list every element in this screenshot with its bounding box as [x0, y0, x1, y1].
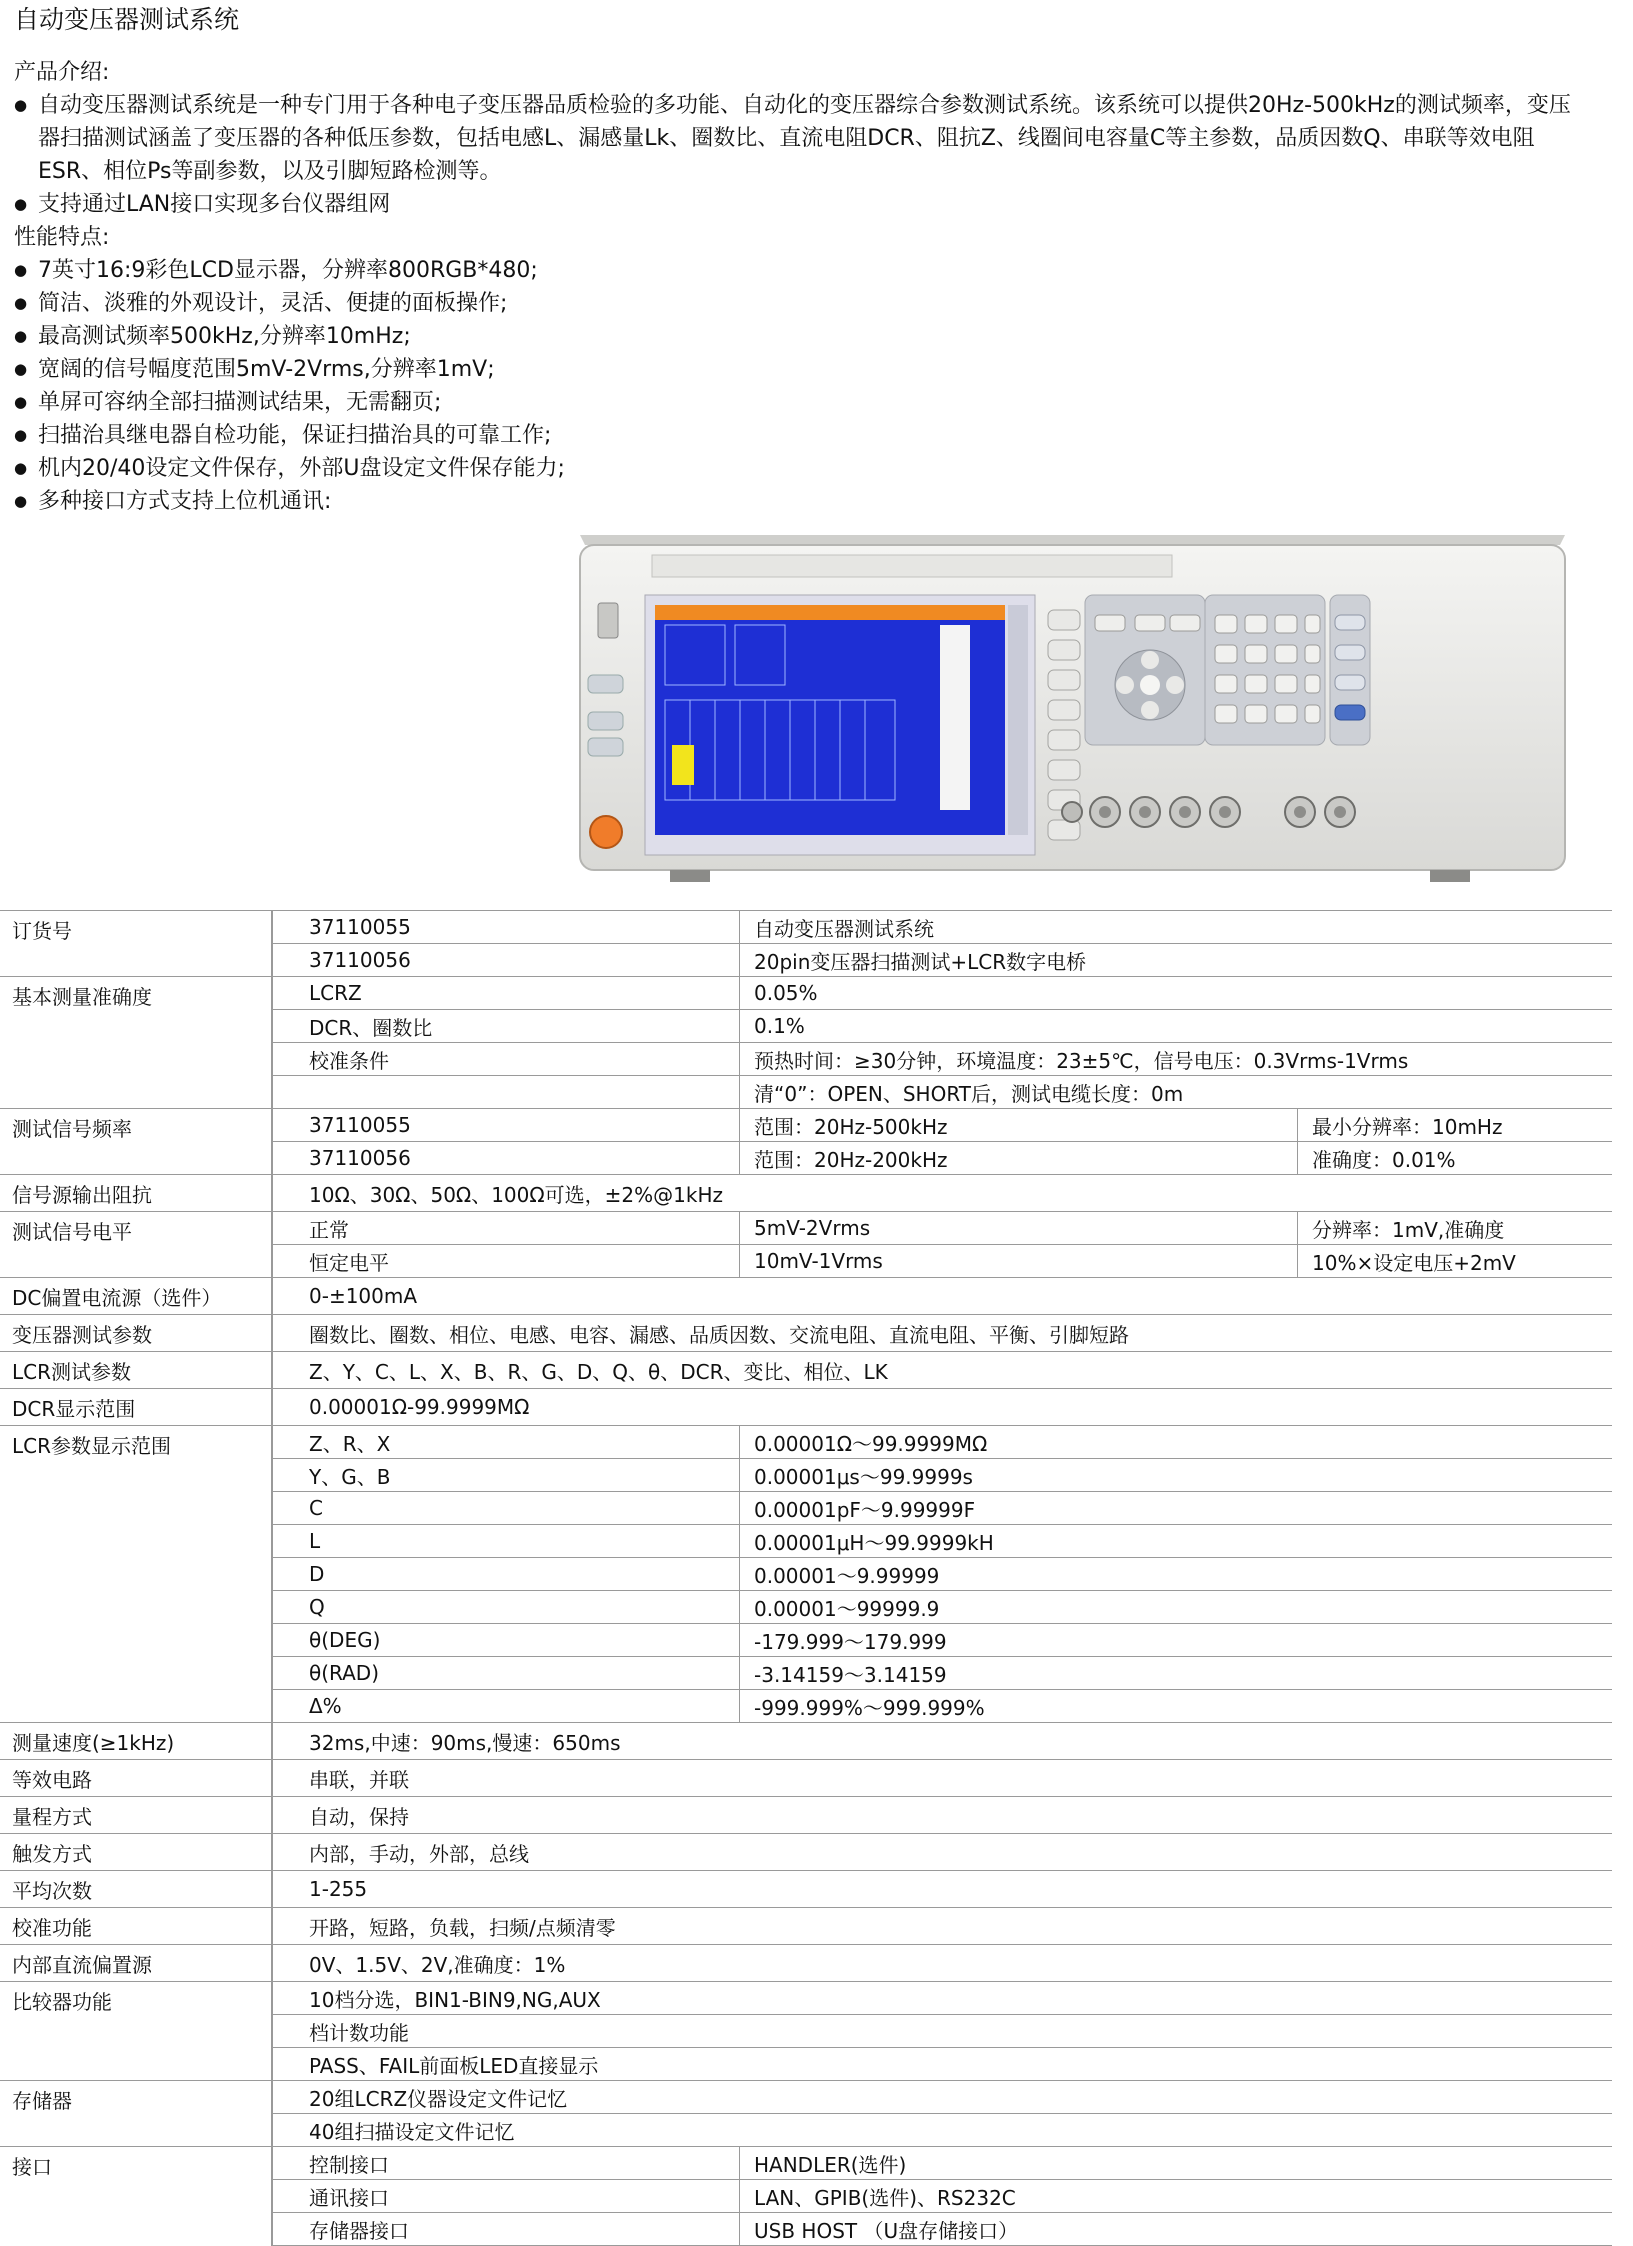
- spec-group-label: 存储器: [0, 2081, 272, 2147]
- spec-row: [0, 1797, 1612, 1834]
- feature-bullet: ● 机内20/40设定文件保存，外部U盘设定文件保存能力;: [14, 452, 1594, 485]
- spec-table-body: [0, 911, 1612, 2246]
- spec-group-label: 接口: [0, 2147, 272, 2246]
- spec-row: [0, 1278, 1612, 1315]
- spec-value: 内部，手动，外部，总线: [272, 1834, 1612, 1871]
- spec-group-label: DC偏置电流源（选件）: [0, 1278, 272, 1315]
- product-bullet: ● 支持通过LAN接口实现多台仪器组网: [14, 188, 1594, 221]
- spec-group-label: 变压器测试参数: [0, 1315, 272, 1352]
- spec-note: 10%×设定电压+2mV: [1298, 1245, 1613, 1278]
- spec-value: 范围：20Hz-200kHz: [740, 1142, 1298, 1175]
- spec-value: 10mV-1Vrms: [740, 1245, 1298, 1278]
- feature-bullet: ● 宽阔的信号幅度范围5mV-2Vrms,分辨率1mV;: [14, 353, 1594, 386]
- spec-row: [0, 1871, 1612, 1908]
- spec-value: 20pin变压器扫描测试+LCR数字电桥: [740, 944, 1613, 977]
- spec-note: 最小分辨率：10mHz: [1298, 1109, 1613, 1142]
- spec-row: [0, 1760, 1612, 1797]
- spec-value: 0.00001pF～9.99999F: [740, 1492, 1613, 1525]
- spec-row: [0, 2081, 1612, 2114]
- feature-bullet: ● 单屏可容纳全部扫描测试结果，无需翻页;: [14, 386, 1594, 419]
- spec-group-label: DCR显示范围: [0, 1389, 272, 1426]
- spec-item: 正常: [272, 1212, 740, 1245]
- spec-value: 0.1%: [740, 1010, 1613, 1043]
- spec-value: 0.00001Ω～99.9999MΩ: [740, 1426, 1613, 1459]
- spec-item: [272, 1076, 740, 1109]
- spec-item: D: [272, 1558, 740, 1591]
- spec-item: 37110055: [272, 911, 740, 944]
- spec-value: 范围：20Hz-500kHz: [740, 1109, 1298, 1142]
- feature-bullet: ● 7英寸16:9彩色LCD显示器，分辨率800RGB*480;: [14, 254, 1594, 287]
- spec-item: L: [272, 1525, 740, 1558]
- spec-value: 0.00001μH～99.9999kH: [740, 1525, 1613, 1558]
- spec-item: Δ%: [272, 1690, 740, 1723]
- spec-value: 10档分选，BIN1-BIN9,NG,AUX: [272, 1982, 1612, 2015]
- spec-value: -999.999%～999.999%: [740, 1690, 1613, 1723]
- spec-row: [0, 1982, 1612, 2015]
- spec-group-label: 测试信号电平: [0, 1212, 272, 1278]
- spec-value: 0-±100mA: [272, 1278, 1612, 1315]
- page-title: 自动变压器测试系统: [14, 5, 240, 34]
- spec-value: LAN、GPIB(选件)、RS232C: [740, 2180, 1613, 2213]
- spec-item: DCR、圈数比: [272, 1010, 740, 1043]
- spec-item: θ(RAD): [272, 1657, 740, 1690]
- spec-value: 自动变压器测试系统: [740, 911, 1613, 944]
- feature-bullet: ● 多种接口方式支持上位机通讯:: [14, 485, 1594, 518]
- spec-value: 自动，保持: [272, 1797, 1612, 1834]
- spec-item: θ(DEG): [272, 1624, 740, 1657]
- spec-item: 恒定电平: [272, 1245, 740, 1278]
- spec-row: [0, 1315, 1612, 1352]
- spec-group-label: 校准功能: [0, 1908, 272, 1945]
- spec-item: LCRZ: [272, 977, 740, 1010]
- spec-item: C: [272, 1492, 740, 1525]
- spec-value: 5mV-2Vrms: [740, 1212, 1298, 1245]
- spec-group-label: 内部直流偏置源: [0, 1945, 272, 1982]
- spec-value: 20组LCRZ仪器设定文件记忆: [272, 2081, 1612, 2114]
- spec-value: -3.14159～3.14159: [740, 1657, 1613, 1690]
- spec-row: [0, 1175, 1612, 1212]
- spec-value: 32ms,中速：90ms,慢速：650ms: [272, 1723, 1612, 1760]
- spec-value: USB HOST （U盘存储接口）: [740, 2213, 1613, 2246]
- features-heading: 性能特点:: [14, 225, 110, 250]
- spec-item: Z、R、X: [272, 1426, 740, 1459]
- spec-row: [0, 1212, 1612, 1245]
- spec-item: 37110056: [272, 944, 740, 977]
- spec-note: 分辨率：1mV,准确度: [1298, 1212, 1613, 1245]
- spec-row: [0, 1945, 1612, 1982]
- spec-row: [0, 1352, 1612, 1389]
- spec-row: [0, 1908, 1612, 1945]
- spec-group-label: 测量速度(≥1kHz): [0, 1723, 272, 1760]
- spec-value: 0.00001～9.99999: [740, 1558, 1613, 1591]
- spec-value: 预热时间：≥30分钟，环境温度：23±5℃，信号电压：0.3Vrms-1Vrms: [740, 1043, 1613, 1076]
- spec-group-label: 比较器功能: [0, 1982, 272, 2081]
- spec-group-label: 平均次数: [0, 1871, 272, 1908]
- spec-item: 存储器接口: [272, 2213, 740, 2246]
- spec-row: [0, 1389, 1612, 1426]
- spec-group-label: LCR测试参数: [0, 1352, 272, 1389]
- spec-value: 0.00001Ω-99.9999MΩ: [272, 1389, 1612, 1426]
- spec-table: [0, 910, 1612, 2246]
- spec-group-label: 基本测量准确度: [0, 977, 272, 1109]
- spec-value: 0.00001～99999.9: [740, 1591, 1613, 1624]
- feature-bullet: ● 简洁、淡雅的外观设计，灵活、便捷的面板操作;: [14, 287, 1594, 320]
- foot: [670, 870, 710, 882]
- product-bullet: ● 自动变压器测试系统是一种专门用于各种电子变压器品质检验的多功能、自动化的变压器综合参数测试系统。该系统可以提供20Hz-500kHz的测试频率，变压器扫描测试涵盖了变压器的各种低压参数，包括电感L、漏感量Lk、圈数比、直流电阻DCR、阻抗Z、线圈间电容量C等主参数，品质因数Q、串联等效电阻ESR、相位Ps等副参数，以及引脚短路检测等。: [14, 89, 1583, 188]
- instrument-photo: [560, 500, 1585, 892]
- feature-bullet: ● 最高测试频率500kHz,分辨率10mHz;: [14, 320, 1594, 353]
- spec-value: 开路，短路，负载，扫频/点频清零: [272, 1908, 1612, 1945]
- spec-value: Z、Y、C、L、X、B、R、G、D、Q、θ、DCR、变比、相位、LK: [272, 1352, 1612, 1389]
- product-heading: 产品介绍:: [14, 60, 110, 85]
- spec-value: 10Ω、30Ω、50Ω、100Ω可选，±2%@1kHz: [272, 1175, 1612, 1212]
- spec-item: Y、G、B: [272, 1459, 740, 1492]
- spec-row: [0, 1834, 1612, 1871]
- spec-group-label: 信号源输出阻抗: [0, 1175, 272, 1212]
- power-button-icon: [590, 816, 622, 848]
- spec-group-label: 量程方式: [0, 1797, 272, 1834]
- spec-item: 校准条件: [272, 1043, 740, 1076]
- spec-group-label: 测试信号频率: [0, 1109, 272, 1175]
- spec-value: HANDLER(选件): [740, 2147, 1613, 2180]
- spec-item: 37110055: [272, 1109, 740, 1142]
- spec-row: [0, 1426, 1612, 1459]
- spec-value: 40组扫描设定文件记忆: [272, 2114, 1612, 2147]
- spec-value: 圈数比、圈数、相位、电感、电容、漏感、品质因数、交流电阻、直流电阻、平衡、引脚短路: [272, 1315, 1612, 1352]
- spec-row: [0, 1723, 1612, 1760]
- spec-row: [0, 2147, 1612, 2180]
- spec-item: Q: [272, 1591, 740, 1624]
- feature-bullet: ● 扫描治具继电器自检功能，保证扫描治具的可靠工作;: [14, 419, 1594, 452]
- spec-row: [0, 1109, 1612, 1142]
- spec-value: 档计数功能: [272, 2015, 1612, 2048]
- foot: [1430, 870, 1470, 882]
- spec-item: 通讯接口: [272, 2180, 740, 2213]
- spec-item: 控制接口: [272, 2147, 740, 2180]
- spec-item: 37110056: [272, 1142, 740, 1175]
- spec-note: 准确度：0.01%: [1298, 1142, 1613, 1175]
- spec-value: 0.05%: [740, 977, 1613, 1010]
- intro-section: [14, 56, 1594, 518]
- spec-group-label: 订货号: [0, 911, 272, 977]
- spec-value: 清“0”：OPEN、SHORT后，测试电缆长度：0m: [740, 1076, 1613, 1109]
- spec-value: PASS、FAIL前面板LED直接显示: [272, 2048, 1612, 2081]
- spec-value: 0.00001μs～99.9999s: [740, 1459, 1613, 1492]
- spec-row: [0, 977, 1612, 1010]
- spec-row: [0, 911, 1612, 944]
- spec-value: 1-255: [272, 1871, 1612, 1908]
- spec-group-label: LCR参数显示范围: [0, 1426, 272, 1723]
- spec-value: 0V、1.5V、2V,准确度：1%: [272, 1945, 1612, 1982]
- spec-value: 串联，并联: [272, 1760, 1612, 1797]
- spec-group-label: 触发方式: [0, 1834, 272, 1871]
- spec-value: -179.999～179.999: [740, 1624, 1613, 1657]
- spec-group-label: 等效电路: [0, 1760, 272, 1797]
